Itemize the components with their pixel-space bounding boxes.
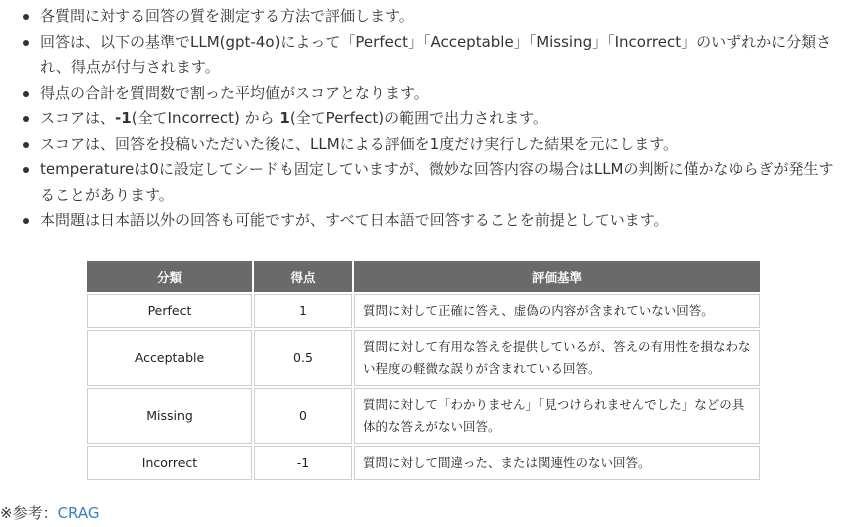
bullet-item xyxy=(40,81,847,107)
bullet-dot-icon xyxy=(23,142,29,148)
header-criteria: 評価基準 xyxy=(354,261,760,292)
cell-category: Acceptable xyxy=(87,330,252,386)
bullet-text: スコアは、 xyxy=(40,109,116,127)
bullet-text: 各質問に対する回答の質を測定する方法で評価します。 xyxy=(40,7,414,25)
table-row xyxy=(87,388,760,444)
bullet-emphasis: -1 xyxy=(115,109,132,127)
bullet-item xyxy=(40,30,847,81)
bullet-text: (全てPerfect)の範囲で出力されます。 xyxy=(289,109,548,127)
bullet-dot-icon xyxy=(23,40,29,46)
cell-category: Incorrect xyxy=(87,446,252,480)
cell-score: 0 xyxy=(254,388,352,444)
evaluation-criteria-table xyxy=(85,259,762,482)
crag-link[interactable]: CRAG xyxy=(57,504,100,522)
table-row xyxy=(87,294,760,328)
evaluation-bullet-list xyxy=(0,0,847,234)
bullet-dot-icon xyxy=(23,167,29,173)
bullet-text: 本問題は日本語以外の回答も可能ですが、すべて日本語で回答することを前提としています。 xyxy=(40,211,669,229)
bullet-item xyxy=(40,4,847,30)
cell-category: Perfect xyxy=(87,294,252,328)
bullet-text: 回答は、以下の基準でLLM(gpt-4o)によって「Perfect」「Acceptable」「Missing」「Incorrect」のいずれかに分類され、得点が付与されます。 xyxy=(40,32,832,76)
table-header-row xyxy=(87,261,760,292)
bullet-item xyxy=(40,106,847,132)
bullet-item xyxy=(40,208,847,234)
reference-prefix: ※参考： xyxy=(0,504,58,522)
bullet-text: temperatureは0に設定してシードも固定していますが、微妙な回答内容の場合はLLMの判断に僅かなゆらぎが発生することがあります。 xyxy=(40,160,834,204)
bullet-item xyxy=(40,132,847,158)
bullet-text: スコアは、回答を投稿いただいた後に、LLMによる評価を1度だけ実行した結果を元にします。 xyxy=(40,134,679,153)
cell-score: 0.5 xyxy=(254,330,352,386)
cell-criteria: 質問に対して有用な答えを提供しているが、答えの有用性を損なわない程度の軽微な誤りが含まれている回答。 xyxy=(354,330,760,386)
bullet-text: (全てIncorrect) から xyxy=(131,109,280,127)
bullet-emphasis: 1 xyxy=(279,109,290,127)
bullet-dot-icon xyxy=(23,116,29,122)
bullet-dot-icon xyxy=(23,91,29,97)
reference-note xyxy=(0,502,100,523)
bullet-dot-icon xyxy=(23,14,29,20)
bullet-text: 得点の合計を質問数で割った平均値がスコアとなります。 xyxy=(40,83,429,102)
table-row xyxy=(87,446,760,480)
header-score: 得点 xyxy=(254,261,352,292)
table-row xyxy=(87,330,760,386)
bullet-item xyxy=(40,157,847,208)
cell-criteria: 質問に対して間違った、または関連性のない回答。 xyxy=(354,446,760,480)
cell-criteria: 質問に対して「わかりません」「見つけられませんでした」などの具体的な答えがない回答。 xyxy=(354,388,760,444)
cell-category: Missing xyxy=(87,388,252,444)
header-category: 分類 xyxy=(87,261,252,292)
cell-score: 1 xyxy=(254,294,352,328)
bullet-dot-icon xyxy=(23,218,29,224)
cell-score: -1 xyxy=(254,446,352,480)
cell-criteria: 質問に対して正確に答え、虚偽の内容が含まれていない回答。 xyxy=(354,294,760,328)
